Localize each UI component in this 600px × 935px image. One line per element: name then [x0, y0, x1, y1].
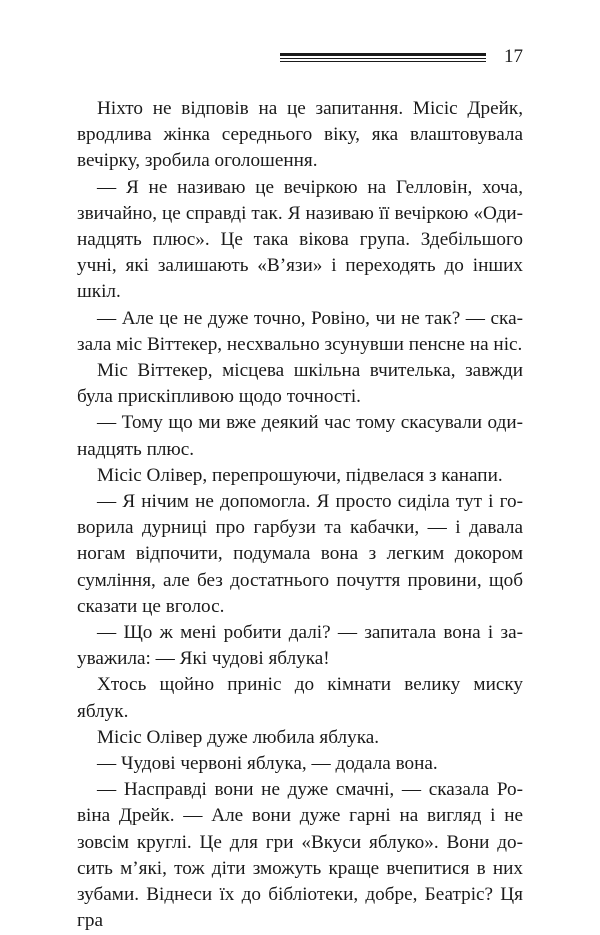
- paragraph: — Я не називаю це вечіркою на Гелловін, хоча, звичайно, це справді так. Я називаю її вечіркою «Одинадцять плюс». Це така вікова група. Здебільшого учні, які залишають «В’язи» і переходять до інших шкіл.: [77, 176, 523, 303]
- paragraph: — Чудові червоні яблука, — додала вона.: [97, 753, 438, 775]
- paragraph: — Але це не дуже точно, Ровіно, чи не так? — сказала міс Віттекер, несхвально зсунувши пенсне на ніс.: [77, 307, 523, 355]
- paragraph: Місіс Олівер дуже любила яблука.: [97, 726, 380, 748]
- paragraph: Міс Віттекер, місцева шкільна вчителька, завжди була прискіпливою щодо точності.: [77, 360, 523, 408]
- paragraph: — Що ж мені робити далі? — запитала вона і зауважила: — Які чудові яблука!: [77, 622, 523, 670]
- paragraph: Місіс Олівер, перепрошуючи, підвелася з канапи.: [97, 464, 503, 486]
- running-head: [280, 44, 523, 70]
- paragraph: — Я нічим не допомогла. Я просто сиділа тут і говорила дурниці про гарбузи та кабачки, — і давала ногам відпочити, подумала вона з легким докором сумління, але без достатнього почуття провини, щоб сказати це вголос.: [77, 491, 523, 617]
- paragraph: — Насправді вони не дуже смачні, — сказала Ровіна Дрейк. — Але вони дуже гарні на вигляд і не зовсім круглі. Це для гри «Вкуси яблуко». Вони досить м’які, тож діти зможуть краще вчепитися в них зубами. Віднеси їх до бібліотеки, добре, Беатріс? Ця гра: [77, 779, 523, 932]
- paragraph: Хтось щойно приніс до кімнати велику миску яблук.: [77, 674, 523, 722]
- paragraph: — Тому що ми вже деякий час тому скасували одинадцять плюс.: [77, 412, 523, 460]
- header-rule: [280, 53, 486, 62]
- page-number: 17: [504, 46, 523, 67]
- body-text: [77, 96, 523, 935]
- paragraph: Ніхто не відповів на це запитання. Місіс Дрейк, вродлива жінка середнього віку, яка влаштовувала вечірку, зробила оголошення.: [77, 98, 523, 172]
